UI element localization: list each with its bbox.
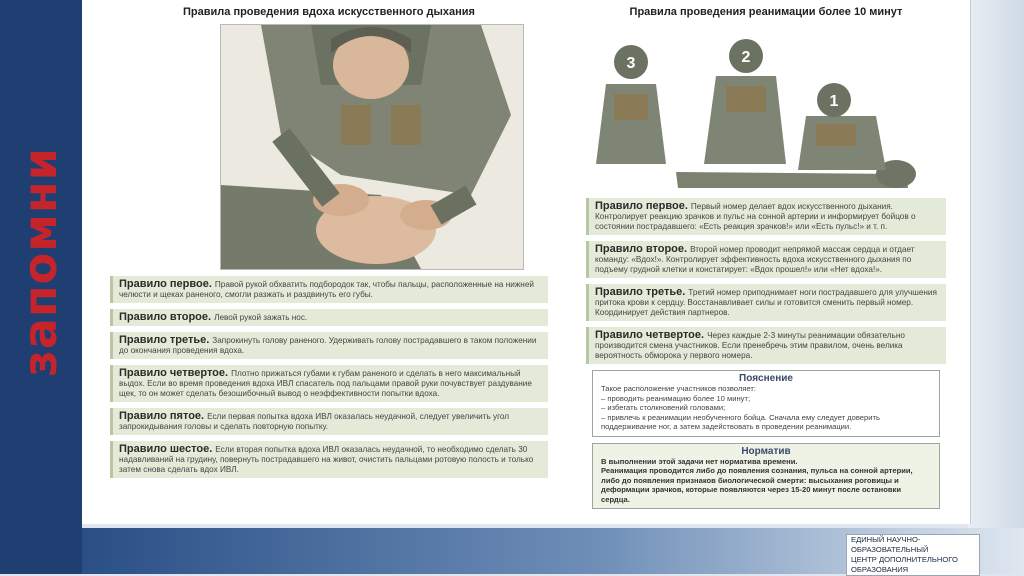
left-rule: Правило третье. Запрокинуть голову раненого. Удерживать голову пострадавшего в таком положении до окончания проведения вдоха.: [110, 332, 548, 359]
left-rule: Правило пятое. Если первая попытка вдоха ИВЛ оказалась неудачной, следует увеличить угол запрокидывания головы и сделать повторную попытку.: [110, 408, 548, 435]
team-resuscitation-illustration: [586, 24, 942, 192]
left-rule: Правило шестое. Если вторая попытка вдоха ИВЛ оказалась неудачной, то необходимо сделать 30 надавливаний на грудину, повернуть пострадавшего на живот, очистить пальцами ротовую полость и только затем снова сделать вдох ИВЛ.: [110, 441, 548, 478]
left-rule: Правило первое. Правой рукой обхватить подбородок так, чтобы пальцы, расположенные на нижней челюсти и щеках раненого, смогли разжать и раздвинуть его губы.: [110, 276, 548, 303]
right-rule: Правило первое. Первый номер делает вдох искусственного дыхания. Контролирует реакцию зрачков и пульс на сонной артерии и информирует бойцов о состоянии пострадавшего: «Есть реакция зрачков!» или «Есть пульс!» и т. п.: [586, 198, 946, 235]
sidebar-word: запомни: [13, 147, 67, 377]
norm-box: [592, 443, 940, 510]
explanation-line: Такое расположение участников позволяет:: [601, 384, 756, 393]
helmet-number: 3: [626, 55, 636, 72]
helmet-number: 2: [741, 49, 751, 66]
right-title: Правила проведения реанимации более 10 минут: [629, 6, 903, 18]
norm-line: Реанимация проводится либо до появления сознания, пульса на сонной артерии, либо до появления признаков биологической смерти: высыхания роговицы и деформации зрачков, которые появляются через 15-20 минут после остановки сердца.: [601, 466, 913, 504]
center-logo-box: [846, 534, 980, 576]
center-name-line: ЦЕНТР ДОПОЛНИТЕЛЬНОГО: [851, 555, 958, 564]
explanation-line: – проводить реанимацию более 10 минут;: [601, 393, 751, 403]
left-rule: Правило четвертое. Плотно прижаться губами к губам раненого и сделать в него максимальный выдох. Если во время проведения вдоха ИВЛ спасатель под пальцами правой руки почувствует раздувание щек, то он может сделать безошибочный вывод о неэффективности попытки вдоха.: [110, 365, 548, 402]
left-column: [110, 6, 548, 484]
helmet-number: 1: [829, 93, 839, 110]
explanation-line: – привлечь к реанимации необученного бойца. Сначала ему следует доверить поддерживание ног, а затем задействовать в проведении реанимации.: [601, 412, 880, 431]
center-name-line: ОБРАЗОВАНИЯ: [851, 565, 909, 574]
norm-title: Норматив: [741, 445, 791, 457]
left-rule: Правило второе. Левой рукой зажать нос.: [110, 309, 548, 326]
explanation-line: – избегать столкновений головами;: [601, 403, 726, 412]
left-title: Правила проведения вдоха искусственного дыхания: [183, 6, 475, 18]
rescue-breath-illustration: [220, 24, 524, 270]
right-rule: Правило второе. Второй номер проводит непрямой массаж сердца и отдает команду: «Вдох!». Контролирует эффективность вдоха искусственного дыхания по подъему грудной клетки и констатирует: «Вдох прошел!» или «Нет вдоха!».: [586, 241, 946, 278]
explanation-box: [592, 370, 940, 437]
right-rule: Правило третье. Третий номер приподнимает ноги пострадавшего для улучшения притока крови к сердцу. Восстанавливает силы и готовится сменить первый номер. Координирует действия партнеров.: [586, 284, 946, 321]
right-column: [586, 6, 946, 509]
right-rule: Правило четвертое. Через каждые 2-3 минуты реанимации обязательно производится смена участников. Если пренебречь этим правилом, очень велика вероятность обморока у первого номера.: [586, 327, 946, 364]
norm-line: В выполнении этой задачи нет норматива времени.: [601, 456, 798, 466]
center-name-line: ЕДИНЫЙ НАУЧНО-ОБРАЗОВАТЕЛЬНЫЙ: [851, 535, 929, 554]
right-background: [968, 0, 1024, 574]
explanation-title: Пояснение: [739, 373, 793, 384]
